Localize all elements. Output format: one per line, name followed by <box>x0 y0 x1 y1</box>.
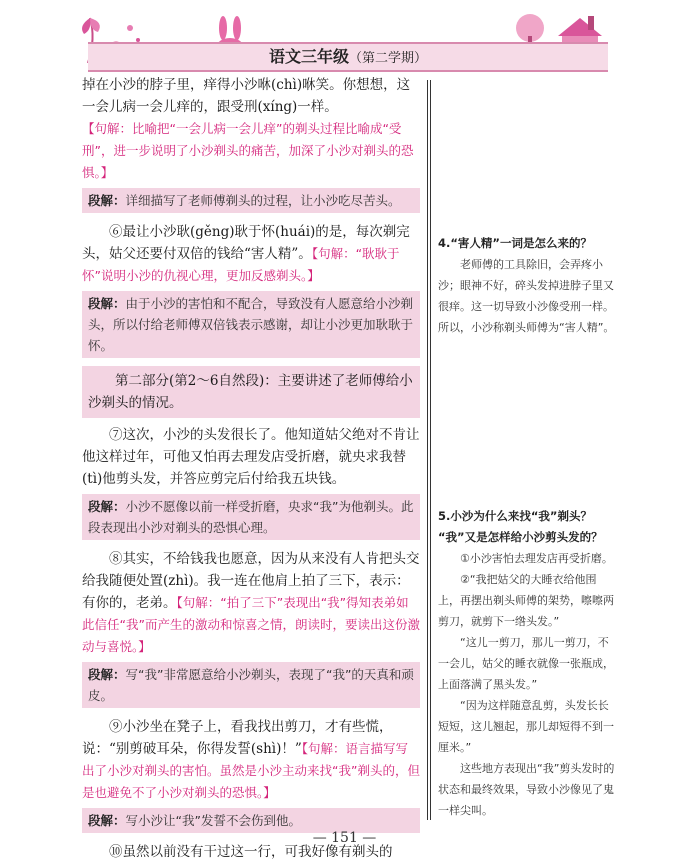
summary-text: 写小沙让“我”发誓不会伤到他。 <box>125 813 301 828</box>
main-text-column <box>82 74 420 863</box>
paragraph-7: ⑦这次，小沙的头发很长了。他知道姑父绝对不肯让他这样过年，可他又怕再去理发店受折磨，就央求我替(tì)他剪头发，并答应剪完后付给我五块钱。 <box>82 427 420 487</box>
paragraph-6 <box>82 221 420 287</box>
answer-5-point-2: ②“我把姑父的大睡衣给他围上，再摆出剃头师傅的架势，嚓嚓两剪刀，就剪下一绺头发。” <box>438 573 614 628</box>
answer-4: 老师傅的工具除旧，会弄疼小沙；眼神不好，碎头发掉进脖子里又很痒。这一切导致小沙像受刑一样。所以，小沙称剃头师傅为“害人精”。 <box>438 258 615 334</box>
summary-label: 段解： <box>88 813 126 828</box>
annotation-9: 【句解：语言描写写出了小沙对剃头的害怕。虽然是小沙主动来找“我”剃头的，但是也避免不了小沙对剃头的恐惧。】 <box>82 741 420 800</box>
paragraph-9 <box>82 716 420 804</box>
book-title: 语文三年级 <box>268 47 349 66</box>
title-band <box>88 42 608 72</box>
summary-text: 写“我”非常愿意给小沙剃头，表现了“我”的天真和顽皮。 <box>88 667 414 703</box>
paragraph-9-text: ⑨小沙坐在凳子上，看我找出剪刀，才有些慌，说：“别剪破耳朵，你得发誓(shì)！” <box>82 719 393 757</box>
summary-label: 段解： <box>88 296 126 311</box>
annotation-6: 【句解：“耿耿于怀”说明小沙的仇视心理，更加反感剃头。】 <box>82 246 400 283</box>
side-question-5 <box>438 506 618 821</box>
summary-label: 段解： <box>88 193 126 208</box>
paragraph-top: 掉在小沙的脖子里，痒得小沙咻(chì)咻笑。你想想，这一会儿病一会儿痒的，跟受刑(xíng)一样。 <box>82 77 411 115</box>
paragraph-6-text: ⑥最让小沙耿(gěng)耿于怀(huái)的是，每次剃完头，姑父还要付双倍的钱给“害人精”。 <box>82 224 410 262</box>
summary-text: 详细描写了老师傅剃头的过程，让小沙吃尽苦头。 <box>125 193 401 208</box>
book-subtitle: （第二学期） <box>349 51 428 66</box>
paragraph-summary-box-4 <box>82 662 420 708</box>
answer-5-point-1: ①小沙害怕去理发店再受折磨。 <box>460 552 613 565</box>
annotation-8: 【句解：“拍了三下”表现出“我”得知表弟如此信任“我”而产生的激动和惊喜之情，朗读时，要读出这份激动与喜悦。】 <box>82 595 420 654</box>
question-5-line-1: 5.小沙为什么来找“我”剃头？ <box>438 509 592 523</box>
page-header <box>0 0 689 78</box>
summary-text: 小沙不愿像以前一样受折磨，央求“我”为他剃头。此段表现出小沙对剃头的恐惧心理。 <box>88 499 414 535</box>
answer-5-point-3: “这儿一剪刀，那儿一剪刀，不一会儿，姑父的睡衣就像一张瓶成，上面落满了黑头发。” <box>438 636 614 691</box>
answer-5-point-5: 这些地方表现出“我”剪头发时的状态和最终效果，导致小沙像见了鬼一样尖叫。 <box>438 762 615 817</box>
part-summary-box: 第二部分(第2～6自然段)：主要讲述了老师傅给小沙剃头的情况。 <box>82 366 420 418</box>
summary-label: 段解： <box>88 499 126 514</box>
paragraph-summary-box-2 <box>82 291 420 358</box>
paragraph-8-text: ⑧其实，不给钱我也愿意，因为从来没有人肯把头交给我随便处置(zhì)。我一连在他肩上拍了三下，表示：有你的，老弟。 <box>82 551 420 611</box>
annotation-top: 【句解：比喻把“一会儿病一会儿痒”的剃头过程比喻成“受刑”，进一步说明了小沙剃头的痛苦，加深了小沙对剃头的恐惧。】 <box>82 121 414 180</box>
side-question-4 <box>438 233 618 338</box>
summary-text: 由于小沙的害怕和不配合，导致没有人愿意给小沙剃头，所以付给老师傅双倍钱表示感谢，却让小沙更加耿耿于怀。 <box>88 296 414 353</box>
summary-label: 段解： <box>88 667 126 682</box>
question-4: 4.“害人精”一词是怎么来的？ <box>438 236 592 250</box>
page-title <box>88 44 608 70</box>
question-5-line-2: “我”又是怎样给小沙剪头发的？ <box>438 530 603 544</box>
paragraph-summary-box-1 <box>82 188 420 213</box>
page-number: — 151 — <box>312 830 377 846</box>
column-divider-inner <box>430 80 431 820</box>
answer-5-point-4: “因为这样随意乱剪，头发长长短短，这儿翘起，那儿却短得不到一厘米。” <box>438 699 614 754</box>
paragraph-summary-box-3 <box>82 494 420 540</box>
column-divider <box>427 80 428 820</box>
paragraph-10: ⑩虽然以前没有干过这一行，可我好像有剃头的 <box>109 844 393 860</box>
paragraph-8 <box>82 548 420 658</box>
